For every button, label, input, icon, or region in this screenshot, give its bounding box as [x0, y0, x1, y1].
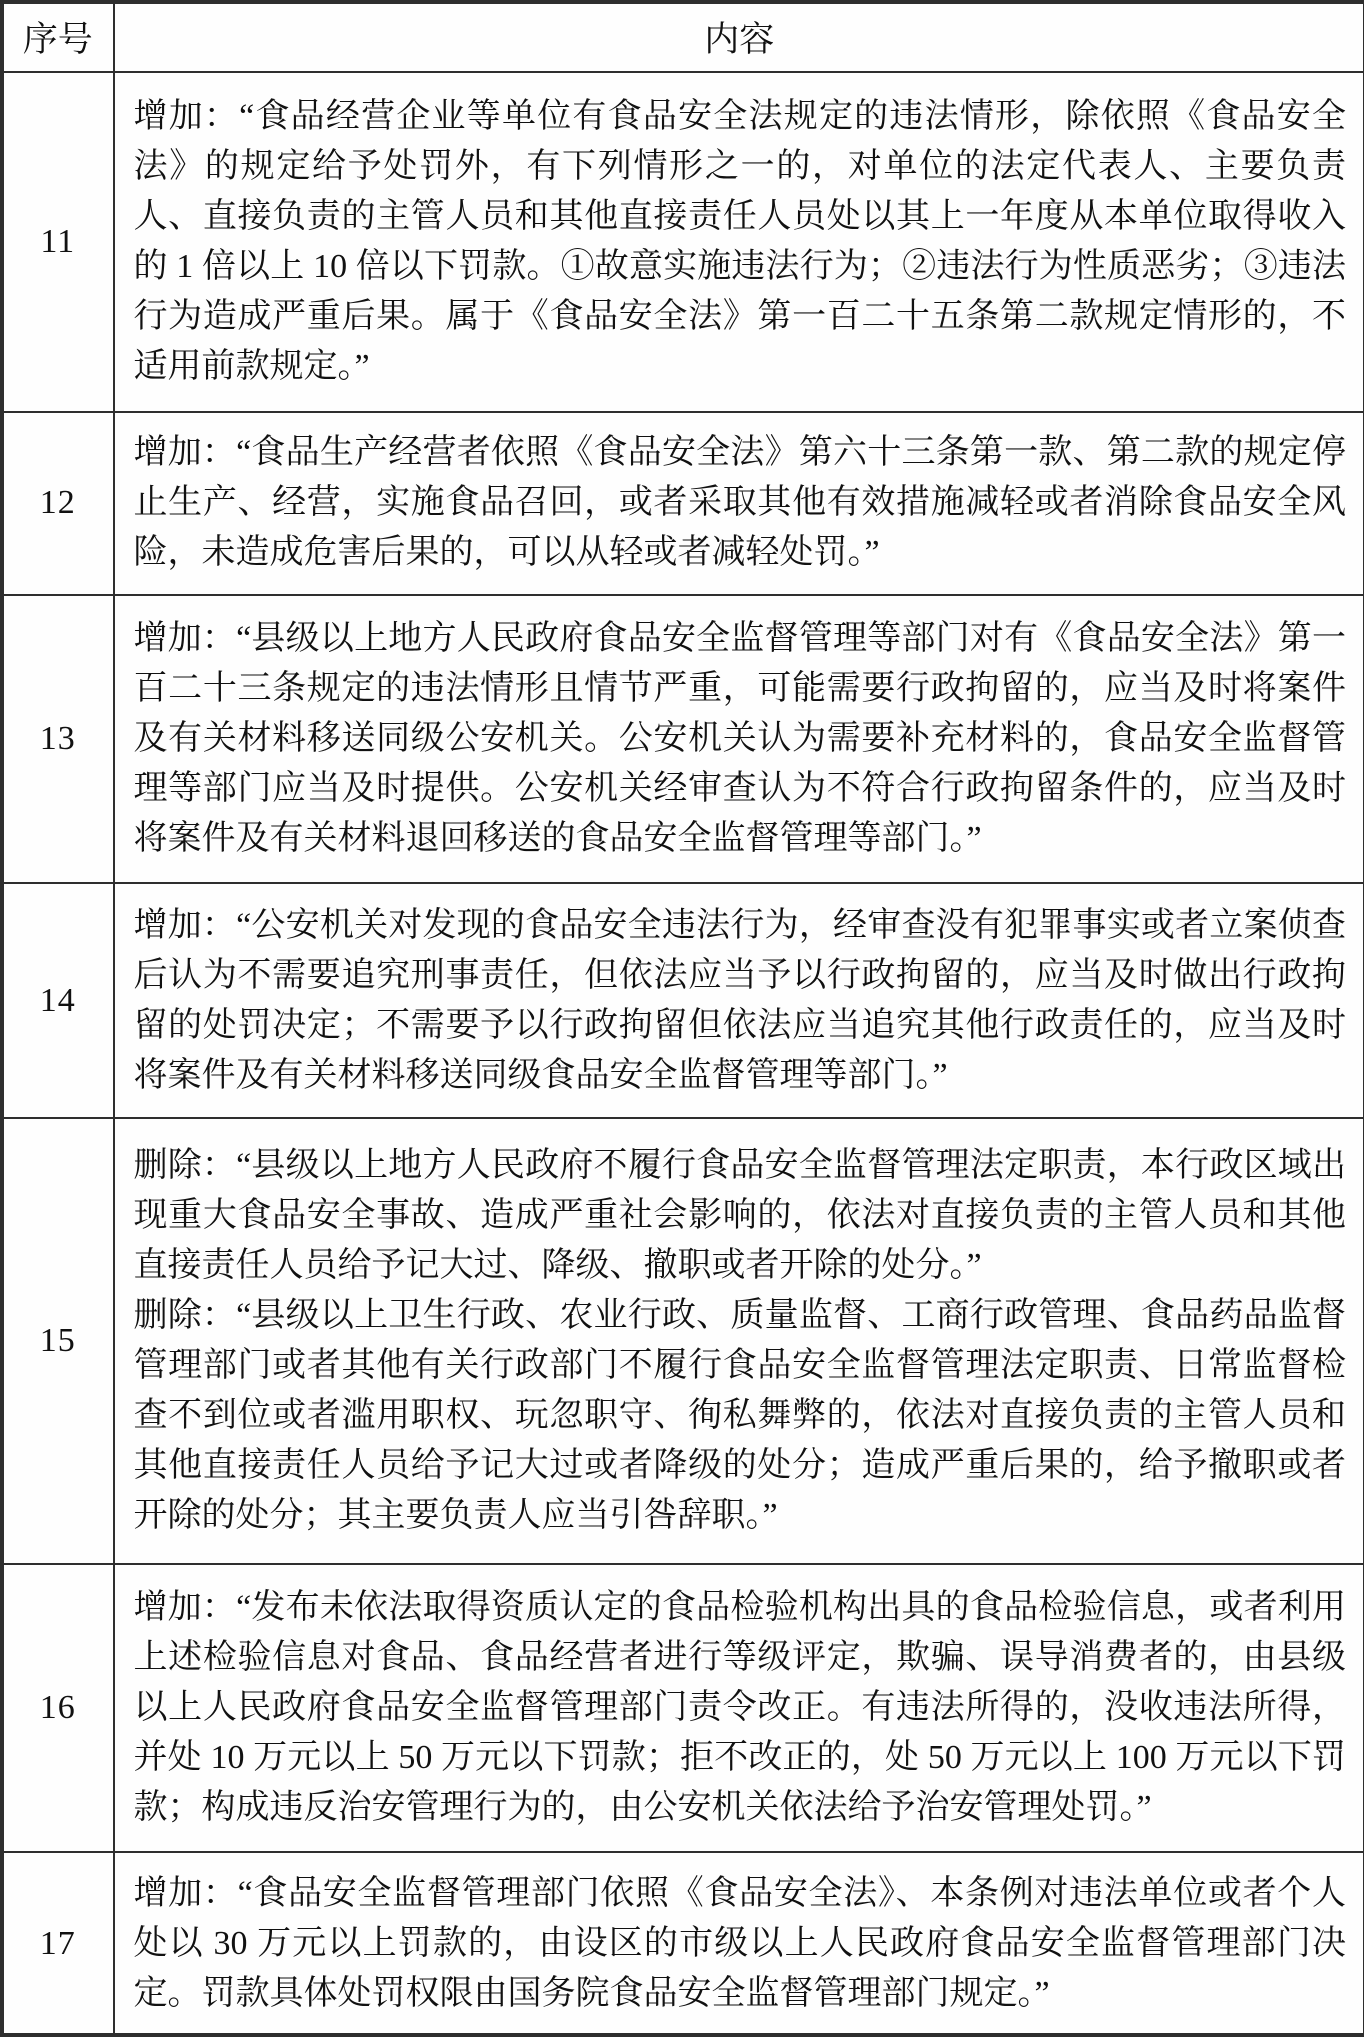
table-row-12 [2, 412, 1364, 595]
row-index: 14 [2, 883, 114, 1118]
paragraph: 增加：“食品安全监督管理部门依照《食品安全法》、本条例对违法单位或者个人处以 30 万元以上罚款的，由设区的市级以上人民政府食品安全监督管理部门决定。罚款具体处罚权限由国务院食品安全监督管理部门规定。” [134, 1869, 1347, 2019]
row-index: 15 [2, 1118, 114, 1564]
table-header-row [2, 2, 1364, 72]
table-row-11 [2, 72, 1364, 413]
row-index: 16 [2, 1564, 114, 1852]
row-index: 11 [2, 72, 114, 413]
table-row-15 [2, 1118, 1364, 1564]
row-content [114, 1118, 1364, 1564]
table-row-14 [2, 883, 1364, 1118]
table-row-17 [2, 1852, 1364, 2035]
row-index: 17 [2, 1852, 114, 2035]
row-content [114, 595, 1364, 883]
row-content [114, 72, 1364, 413]
row-index: 13 [2, 595, 114, 883]
row-content [114, 1852, 1364, 2035]
column-header-index: 序号 [2, 2, 114, 72]
column-header-content: 内容 [114, 2, 1364, 72]
paragraph: 增加：“发布未依法取得资质认定的食品检验机构出具的食品检验信息，或者利用上述检验信息对食品、食品经营者进行等级评定，欺骗、误导消费者的，由县级以上人民政府食品安全监督管理部门责令改正。有违法所得的，没收违法所得，并处 10 万元以上 50 万元以下罚款；拒不改正的，处 50 万元以上 100 万元以下罚款；构成违反治安管理行为的，由公安机关依法给予治安管理处罚。” [134, 1583, 1347, 1833]
row-index: 12 [2, 412, 114, 595]
paragraph: 增加：“公安机关对发现的食品安全违法行为，经审查没有犯罪事实或者立案侦查后认为不需要追究刑事责任，但依法应当予以行政拘留的，应当及时做出行政拘留的处罚决定；不需要予以行政拘留但依法应当追究其他行政责任的，应当及时将案件及有关材料移送同级食品安全监督管理等部门。” [134, 901, 1347, 1101]
paragraph: 删除：“县级以上地方人民政府不履行食品安全监督管理法定职责，本行政区域出现重大食品安全事故、造成严重社会影响的，依法对直接负责的主管人员和其他直接责任人员给予记大过、降级、撤职或者开除的处分。” [134, 1141, 1347, 1291]
row-content [114, 883, 1364, 1118]
table-row-13 [2, 595, 1364, 883]
paragraph: 增加：“县级以上地方人民政府食品安全监督管理等部门对有《食品安全法》第一百二十三条规定的违法情形且情节严重，可能需要行政拘留的，应当及时将案件及有关材料移送同级公安机关。公安机关认为需要补充材料的，食品安全监督管理等部门应当及时提供。公安机关经审查认为不符合行政拘留条件的，应当及时将案件及有关材料退回移送的食品安全监督管理等部门。” [134, 614, 1347, 864]
row-content [114, 1564, 1364, 1852]
paragraph: 增加：“食品经营企业等单位有食品安全法规定的违法情形，除依照《食品安全法》的规定给予处罚外，有下列情形之一的，对单位的法定代表人、主要负责人、直接负责的主管人员和其他直接责任人员处以其上一年度从本单位取得收入的 1 倍以上 10 倍以下罚款。①故意实施违法行为；②违法行为性质恶劣；③违法行为造成严重后果。属于《食品安全法》第一百二十五条第二款规定情形的，不适用前款规定。” [134, 92, 1347, 392]
table-row-16 [2, 1564, 1364, 1852]
paragraph: 增加：“食品生产经营者依照《食品安全法》第六十三条第一款、第二款的规定停止生产、经营，实施食品召回，或者采取其他有效措施减轻或者消除食品安全风险，未造成危害后果的，可以从轻或者减轻处罚。” [134, 428, 1347, 578]
row-content [114, 412, 1364, 595]
paragraph: 删除：“县级以上卫生行政、农业行政、质量监督、工商行政管理、食品药品监督管理部门或者其他有关行政部门不履行食品安全监督管理法定职责、日常监督检查不到位或者滥用职权、玩忽职守、徇私舞弊的，依法对直接负责的主管人员和其他直接责任人员给予记大过或者降级的处分；造成严重后果的，给予撤职或者开除的处分；其主要负责人应当引咎辞职。” [134, 1291, 1347, 1541]
